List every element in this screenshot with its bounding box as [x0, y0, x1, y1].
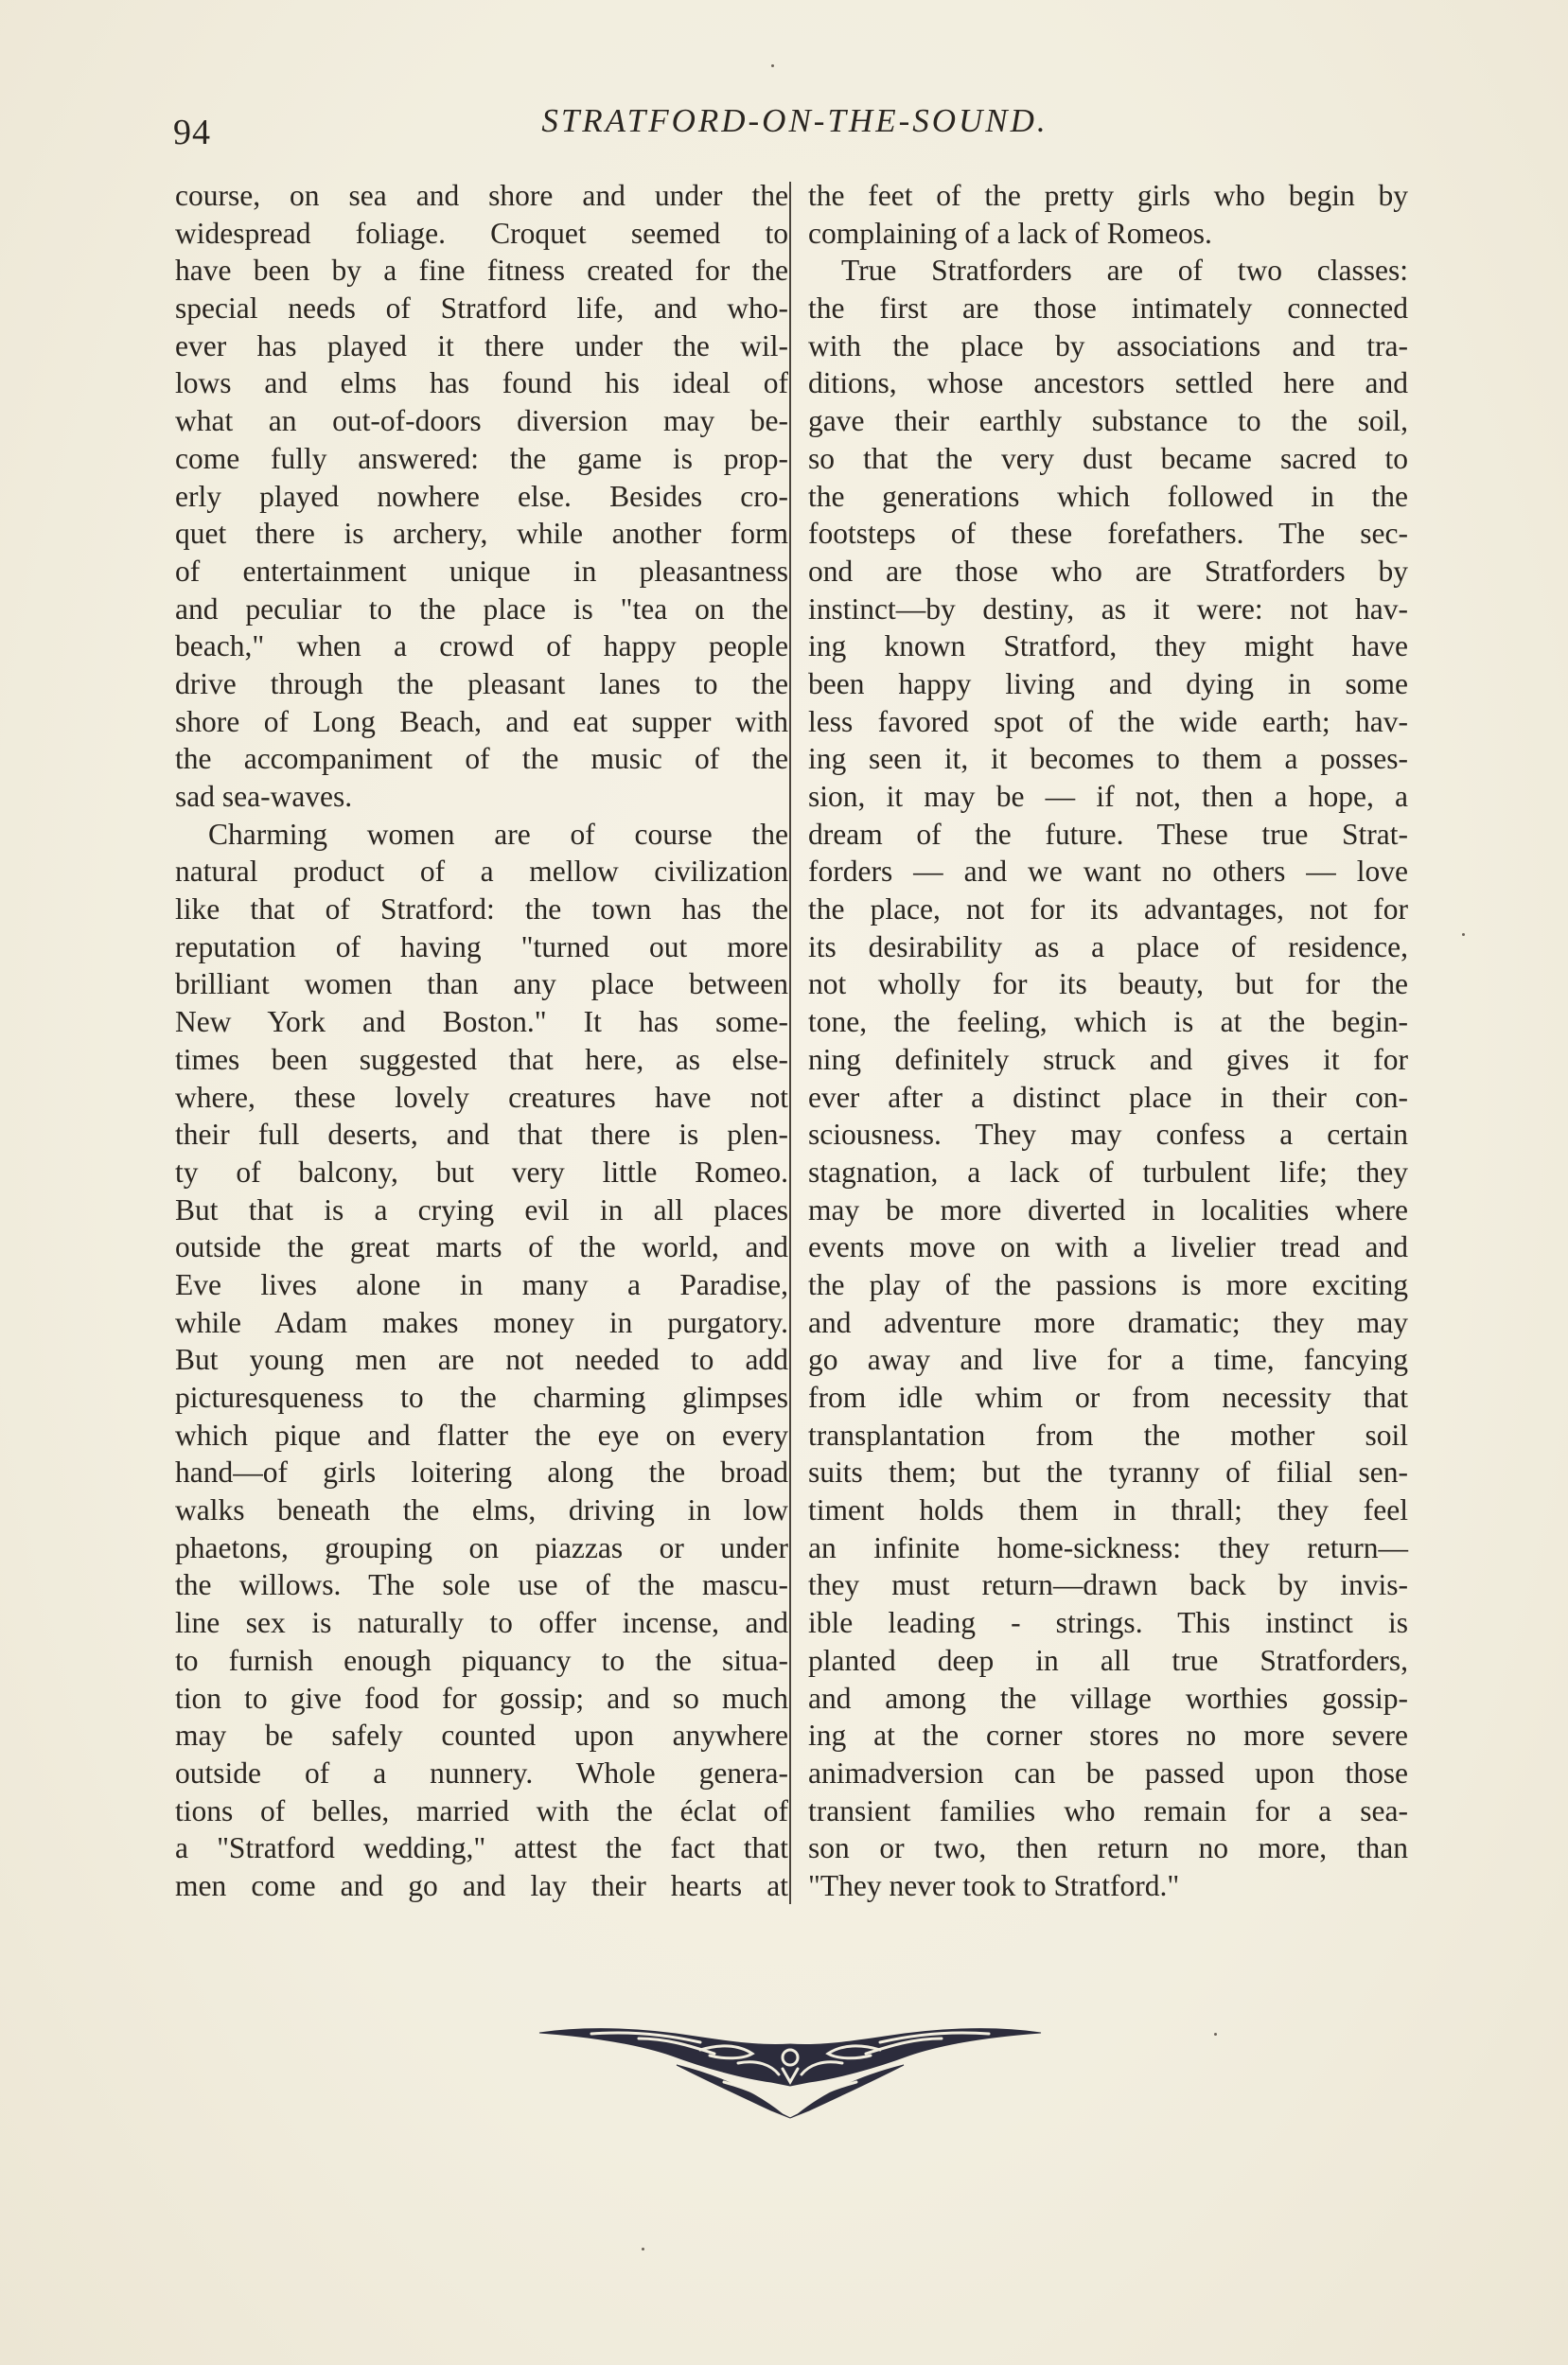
text-line: tions of belles, married with the éclat of: [175, 1793, 788, 1827]
text-line: transient families who remain for a sea-: [808, 1793, 1408, 1827]
text-line: natural product of a mellow civilization: [175, 855, 788, 889]
text-line: men come and go and lay their hearts at: [175, 1868, 788, 1902]
text-line: erly played nowhere else. Besides cro-: [175, 479, 788, 513]
text-line: what an out-of-doors diversion may be-: [175, 404, 788, 438]
text-line: and adventure more dramatic; they may: [808, 1305, 1408, 1339]
running-head: STRATFORD-ON-THE-SOUND.: [541, 102, 1048, 139]
text-line: suits them; but the tyranny of filial sen-: [808, 1456, 1408, 1490]
text-line: have been by a fine fitness created for the: [175, 254, 788, 288]
text-line: But young men are not needed to add: [175, 1343, 788, 1377]
text-line: an infinite home-sickness: they return—: [808, 1530, 1408, 1564]
paper-speck: [1214, 2033, 1217, 2036]
text-line: ond are those who are Stratforders by: [808, 554, 1408, 588]
text-line: the willows. The sole use of the mascu-: [175, 1568, 788, 1602]
text-line: special needs of Stratford life, and who-: [175, 291, 788, 326]
text-line: son or two, then return no more, than: [808, 1831, 1408, 1865]
right-column: [808, 177, 1408, 1905]
text-line: ever after a distinct place in their con-: [808, 1080, 1408, 1114]
text-line: sad sea-waves.: [175, 780, 353, 813]
text-line: widespread foliage. Croquet seemed to: [175, 216, 788, 250]
text-line: been happy living and dying in some: [808, 666, 1408, 700]
text-line: a "Stratford wedding," attest the fact that: [175, 1831, 788, 1865]
text-line: the play of the passions is more exciting: [808, 1267, 1408, 1301]
text-line: the feet of the pretty girls who begin by: [808, 179, 1408, 212]
text-line: beach," when a crowd of happy people: [175, 629, 788, 663]
text-line: footsteps of these forefathers. The sec-: [808, 517, 1408, 551]
text-line: events move on with a livelier tread and: [808, 1230, 1408, 1264]
text-line: line sex is naturally to offer incense, and: [175, 1606, 788, 1640]
text-line: and peculiar to the place is "tea on the: [175, 591, 788, 626]
text-line: ever has played it there under the wil-: [175, 328, 788, 362]
page-number: 94: [173, 113, 211, 152]
text-line: brilliant women than any place between: [175, 967, 788, 1001]
text-line: tion to give food for gossip; and so much: [175, 1681, 788, 1715]
text-line: forders — and we want no others — love: [808, 855, 1408, 889]
text-line: not wholly for its beauty, but for the: [808, 967, 1408, 1001]
text-line: ty of balcony, but very little Romeo.: [175, 1155, 788, 1189]
text-line: of entertainment unique in pleasantness: [175, 554, 788, 588]
text-line: dream of the future. These true Strat-: [808, 817, 1408, 851]
text-line: shore of Long Beach, and eat supper with: [175, 704, 788, 738]
text-line: New York and Boston." It has some-: [175, 1005, 788, 1039]
text-line: to furnish enough piquancy to the situa-: [175, 1643, 788, 1677]
text-line: ning definitely struck and gives it for: [808, 1042, 1408, 1076]
text-line: may be more diverted in localities where: [808, 1192, 1408, 1227]
text-line: the place, not for its advantages, not for: [808, 892, 1408, 927]
text-line: Charming women are of course the: [208, 817, 788, 851]
text-line: ditions, whose ancestors settled here and: [808, 366, 1408, 400]
text-line: quet there is archery, while another form: [175, 517, 788, 551]
text-line: ing seen it, it becomes to them a posses-: [808, 742, 1408, 776]
text-line: and among the village worthies gossip-: [808, 1681, 1408, 1715]
text-line: the first are those intimately connected: [808, 291, 1408, 326]
text-line: sion, it may be — if not, then a hope, a: [808, 780, 1408, 813]
text-line: the generations which followed in the: [808, 479, 1408, 513]
text-line: True Stratforders are of two classes:: [841, 254, 1408, 288]
text-line: outside the great marts of the world, and: [175, 1230, 788, 1264]
text-line: like that of Stratford: the town has the: [175, 892, 788, 927]
text-line: phaetons, grouping on piazzas or under: [175, 1530, 788, 1564]
text-line: times been suggested that here, as else-: [175, 1042, 788, 1076]
text-line: sciousness. They may confess a certain: [808, 1118, 1408, 1152]
text-line: they must return—drawn back by invis-: [808, 1568, 1408, 1602]
text-line: the accompaniment of the music of the: [175, 742, 788, 776]
text-line: less favored spot of the wide earth; hav-: [808, 704, 1408, 738]
text-line: complaining of a lack of Romeos.: [808, 216, 1212, 250]
text-line: where, these lovely creatures have not: [175, 1080, 788, 1114]
text-line: animadversion can be passed upon those: [808, 1756, 1408, 1790]
text-line: reputation of having "turned out more: [175, 929, 788, 963]
text-line: hand—of girls loitering along the broad: [175, 1456, 788, 1490]
text-line: outside of a nunnery. Whole genera-: [175, 1756, 788, 1790]
text-line: picturesqueness to the charming glimpses: [175, 1381, 788, 1414]
left-column: [175, 177, 788, 1905]
text-line: course, on sea and shore and under the: [175, 179, 788, 212]
text-line: timent holds them in thrall; they feel: [808, 1493, 1408, 1527]
text-line: instinct—by destiny, as it were: not hav-: [808, 591, 1408, 626]
text-line: while Adam makes money in purgatory.: [175, 1305, 788, 1339]
text-line: from idle whim or from necessity that: [808, 1381, 1408, 1414]
text-line: planted deep in all true Stratforders,: [808, 1643, 1408, 1677]
text-line: "They never took to Stratford.": [808, 1868, 1180, 1902]
text-line: gave their earthly substance to the soil,: [808, 404, 1408, 438]
text-line: transplantation from the mother soil: [808, 1418, 1408, 1452]
text-line: stagnation, a lack of turbulent life; they: [808, 1155, 1408, 1189]
text-line: ing known Stratford, they might have: [808, 629, 1408, 663]
paper-speck: [1462, 933, 1465, 936]
eagle-tailpiece-icon: [535, 2016, 1046, 2120]
text-line: ible leading - strings. This instinct is: [808, 1606, 1408, 1640]
text-line: ing at the corner stores no more severe: [808, 1719, 1408, 1753]
text-line: so that the very dust became sacred to: [808, 441, 1408, 475]
text-line: go away and live for a time, fancying: [808, 1343, 1408, 1377]
text-line: may be safely counted upon anywhere: [175, 1719, 788, 1753]
text-line: Eve lives alone in many a Paradise,: [175, 1267, 788, 1301]
text-line: with the place by associations and tra-: [808, 328, 1408, 362]
text-line: tone, the feeling, which is at the begin-: [808, 1005, 1408, 1039]
column-divider: [789, 182, 791, 1904]
text-line: which pique and flatter the eye on every: [175, 1418, 788, 1452]
text-line: lows and elms has found his ideal of: [175, 366, 788, 400]
text-line: its desirability as a place of residence,: [808, 929, 1408, 963]
text-line: walks beneath the elms, driving in low: [175, 1493, 788, 1527]
text-line: drive through the pleasant lanes to the: [175, 666, 788, 700]
paper-speck: [642, 2248, 644, 2250]
paper-speck: [771, 64, 774, 67]
text-line: come fully answered: the game is prop-: [175, 441, 788, 475]
text-line: their full deserts, and that there is plen-: [175, 1118, 788, 1152]
text-line: But that is a crying evil in all places: [175, 1192, 788, 1227]
